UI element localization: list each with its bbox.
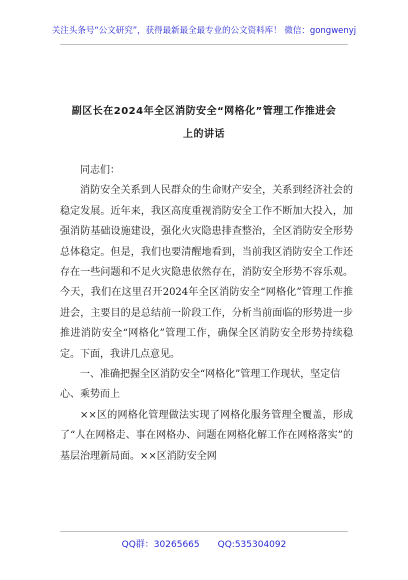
- document-body: [60, 161, 353, 467]
- section-paragraph: ××区的网格化管理做法实现了网格化服务管理全覆盖，形成了“人在网格走、事在网格办、问题在网格化解工作在网格落实”的基层治理新局面。××区消防安全网: [60, 409, 353, 462]
- footer-divider: [60, 531, 348, 532]
- header-banner: 关注头条号“公文研究”，获得最新最全最专业的公文资料库！ 微信：gongwenyj: [51, 26, 357, 36]
- salutation: 同志们：: [80, 165, 120, 176]
- footer-contact: QQ群：30265665 QQ:535304092: [121, 540, 287, 550]
- section-heading: 一、准确把握全区消防安全“网格化”管理工作现状，坚定信心、乘势而上: [60, 369, 341, 401]
- header-divider: [60, 44, 348, 45]
- body-paragraph: 消防安全关系到人民群众的生命财产安全，关系到经济社会的稳定发展。近年来，我区高度重视消防安全工作不断加大投入，加强消防基础设施建设，强化火灾隐患排查整治，全区消防安全形势总体稳定。但是，我们也要清醒地看到，当前我区消防安全工作还存在一些问题和不足火灾隐患依然存在，消防安全形势不容乐观。今天，我们在这里召开2024年全区消防安全“网格化”管理工作推进会，主要目的是总结前一阶段工作，分析当前面临的形势进一步推进消防安全“网格化”管理工作，确保全区消防安全形势持续稳定。下面，我讲几点意见。: [60, 185, 353, 360]
- document-title-line2: 上的讲话: [183, 129, 225, 140]
- document-title-line1: 副区长在2024年全区消防安全“网格化”管理工作推进会: [71, 106, 337, 117]
